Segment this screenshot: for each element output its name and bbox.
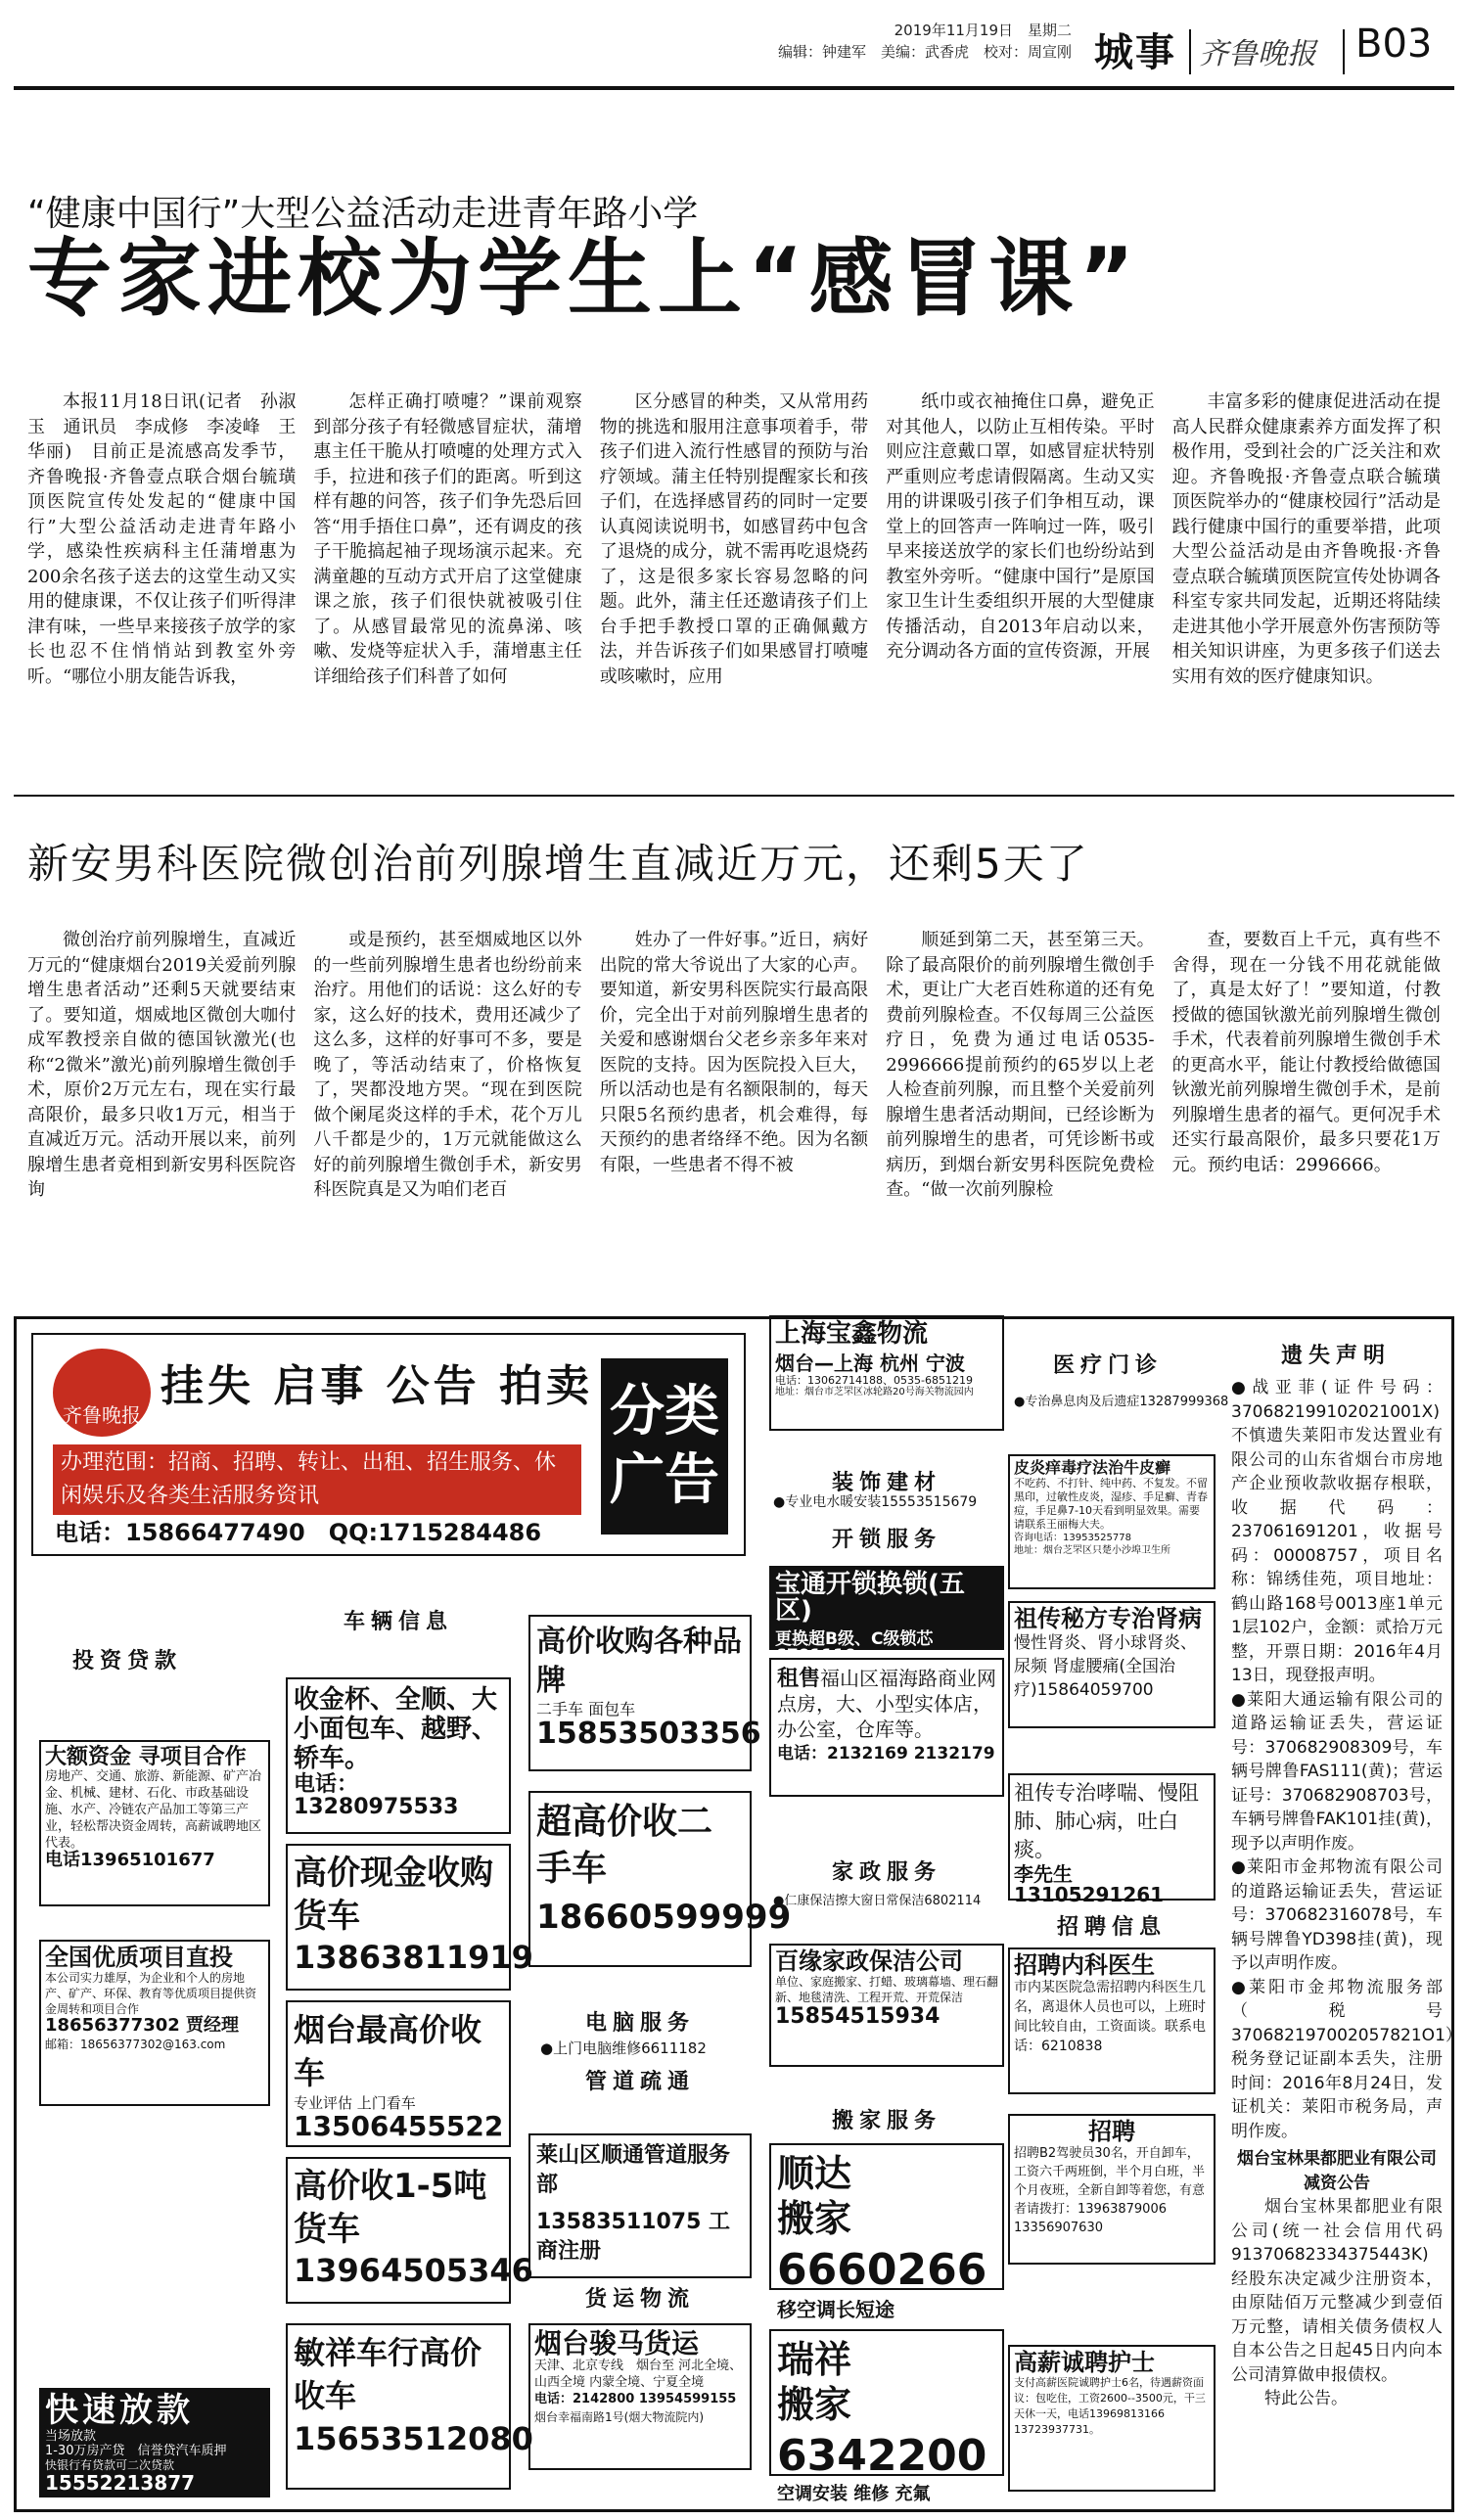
ad-title: 上海宝鑫物流 (775, 1319, 929, 1349)
ad-phone: 13506455522 (294, 2110, 504, 2142)
ad-title: 大额资金 寻项目合作 (45, 1745, 247, 1769)
ad-body: 单位、家庭搬家、打蜡、玻璃幕墙、理石翻新、地毯清洗、工程开荒、开荒保洁 (775, 1975, 999, 2005)
category-unlock: 开锁服务 (831, 1527, 941, 1552)
header-divider (1189, 29, 1191, 74)
paragraph: 丰富多彩的健康促进活动在提高人民群众健康素养方面发挥了积极作用，受到社会的广泛关注和欢迎。齐鲁晚报·齐鲁壹点联合毓璜顶医院举办的“健康校园行”活动是践行健康中国行的重要举措，此项大型公益活动是由齐鲁晚报·齐鲁壹点联合毓璜顶医院宣传处协调各科室专家共同发起，近期还将陆续走进其他小学开展意外伤害预防等相关知识讲座，为更多孩子们送去实用有效的医疗健康知识。 (1171, 391, 1441, 687)
ad-title: 快速放款 (45, 2391, 194, 2430)
ad-job-3 (1008, 2345, 1216, 2492)
category-decor: 装饰建材 (831, 1470, 941, 1495)
banner-title: 挂失 启事 公告 拍卖 (161, 1361, 593, 1411)
article2-col (313, 928, 581, 1246)
ads-banner (31, 1333, 746, 1556)
ad-computer: ●上门电脑维修6611182 (540, 2039, 707, 2057)
category-moving: 搬家服务 (831, 2108, 941, 2133)
header-meta (719, 20, 1072, 63)
ad-phone: 6342200 (777, 2431, 987, 2481)
article2-headline: 新安男科医院微创治前列腺增生直减近万元，还剩5天了 (27, 840, 1089, 888)
ad-route: 烟台—上海 杭州 宁波 (775, 1352, 965, 1376)
paragraph: 区分感冒的种类，又从常用药物的挑选和服用注意事项着手，带孩子们进入流行性感冒的预防与治疗领域。蒲主任特别提醒家长和孩子们，在选择感冒药的同时一定要认真阅读说明书，如感冒药中包含了退烧的成分，就不需再吃退烧药了，这是很多家长容易忽略的问题。此外，蒲主任还邀请孩子们上台手把手教授口罩的正确佩戴方法，并告诉孩子们如果感冒打喷嚏或咳嗽时，应用 (599, 391, 869, 687)
notice-item: ●莱阳市金邦物流服务部（税号370682197002057821O1）税务登记证副本丢失，注册时间：2016年8月24日，发证机关：莱阳市税务局，声明作废。 (1231, 1977, 1462, 2141)
ad-body: 收金杯、全顺、大小面包车、越野、轿车。 (294, 1685, 498, 1773)
ad-sub: 空调安装 维修 充氟 (777, 2484, 931, 2504)
lost-notices (1231, 1376, 1462, 2501)
brand-logo: 齐鲁晚报 (1199, 37, 1316, 71)
ad-title: 超高价收二手车 (536, 1802, 713, 1889)
ad-body: 不吃药、不打针、纯中药、不复发。不留黑印，过敏性皮炎，湿疹、手足癣、青春痘，手足鼻7-10天看到明显效果。需要请联系王丽梅大夫。 (1014, 1476, 1208, 1531)
ad-title: 烟台最高价收车 (294, 2011, 482, 2091)
ad-phone: 6660266 (777, 2245, 987, 2295)
notice-title: 烟台宝林果都肥业有限公司减资公告 (1237, 2149, 1437, 2193)
paragraph: 本报11月18日讯(记者 孙淑玉 通讯员 李成修 李凌峰 王华丽) 目前正是流感高发季节，齐鲁晚报·齐鲁壹点联合烟台毓璜顶医院宣传处发起的“健康中国行”大型公益活动走进青年路小学，感染性疾病科主任蒲增惠为200余名孩子送去的这堂生动又实用的健康课，不仅让孩子们听得津津有味，一些早来接孩子放学的家长也忍不住悄悄站到教室外旁听。“哪位小朋友能告诉我， (27, 391, 297, 687)
ad-rent (769, 1658, 1004, 1797)
header-date: 2019年11月19日 星期二 (894, 22, 1072, 39)
notice-item: ●莱阳大通运输有限公司的道路运输证丢失，营运证号：370682908309号，车辆号牌鲁FAS111(黄)；营运证号：370682908703号，车辆号牌鲁FAK101挂(黄)，现予以声明作废。 (1231, 1689, 1443, 1854)
ad-phone: 18660599999 (536, 1898, 792, 1937)
header-divider (1343, 29, 1345, 74)
ad-address: 烟台幸福南路1号(烟大物流院内) (534, 2410, 704, 2425)
ad-body: 慢性肾炎、肾小球肾炎、尿频 肾虚腰痛(全国治疗)15864059700 (1014, 1633, 1197, 1701)
ad-title: 敏祥车行高价收车 (294, 2334, 482, 2414)
notice-end: 特此公告。 (1264, 2389, 1348, 2408)
ad-medical-4 (1008, 1773, 1216, 1906)
ad-line: 当场放款 (45, 2428, 97, 2444)
category-pipe: 管道疏通 (584, 2069, 695, 2094)
article1-col (313, 389, 581, 752)
ad-phone: 电话：2142800 13954599155 (534, 2392, 737, 2407)
category-logistics: 货运物流 (584, 2286, 695, 2312)
paragraph: 纸巾或衣袖掩住口鼻，避免正对其他人，以防止互相传染。平时则应注意戴口罩，如感冒症状特别严重则应考虑请假隔离。生动又实用的讲课吸引孩子们争相互动，课堂上的回答声一阵响过一阵，吸引早来接送放学的家长们也纷纷站到教室外旁听。“健康中国行”是原国家卫生计生委组织开展的大型健康传播活动，自2013年启动以来，充分调动各方面的宣传资源，开展 (886, 391, 1155, 662)
ad-phone: 18656377302 贾经理 (45, 2015, 240, 2037)
ad-sub: 更换超B级、C级锁芯6701110 (775, 1628, 934, 1667)
ad-title: 顺达搬家 (777, 2152, 852, 2240)
ad-car-3 (286, 2000, 511, 2147)
article1-col (27, 389, 296, 752)
ad-sub: 专业评估 上门看车 (294, 2094, 416, 2112)
ad-body: 福山区福海路商业网点房，大、小型实体店，办公室，仓库等。 (777, 1667, 997, 1741)
ad-body: 本公司实力雄厚，为企业和个人的房地产、矿产、环保、教育等优质项目提供资金周转和项目合作 (45, 1971, 257, 2017)
ad-medical-1: ●专治鼻息肉及后遗症13287999368 (1014, 1395, 1229, 1409)
ad-logistics-1 (528, 2323, 752, 2470)
ad-title: 招聘内科医生 (1014, 1951, 1155, 1979)
category-recruit: 招聘信息 (1056, 1914, 1167, 1940)
article2-col (600, 928, 868, 1246)
paragraph: 微创治疗前列腺增生，直减近万元的“健康烟台2019关爱前列腺增生患者活动”还剩5天就要结束了。要知道，烟威地区微创大咖付成军教授亲自做的德国钬激光(也称“2微米”激光)前列腺增生微创手术，原价2万元左右，现在实行最高限价，最多只收1万元，相当于直减近万元。活动开展以来，前列腺增生患者竟相到新安男科医院咨询 (27, 930, 297, 1200)
ad-housekeeping-2 (769, 1944, 1004, 2067)
ad-body: 市内某医院急需招聘内科医生几名，离退休人员也可以，上班时间比较自由，工资面谈。联系电话：6210838 (1014, 1980, 1206, 2055)
article2-body (27, 928, 1441, 1246)
ad-title: 高价收1-5吨货车 (294, 2167, 487, 2249)
article1-col (1172, 389, 1441, 752)
ad-pipe (528, 2133, 752, 2278)
ad-car-1 (286, 1677, 511, 1834)
ad-phone: 13583511075 工商注册 (536, 2210, 731, 2264)
paragraph: 怎样正确打喷嚏？”课前观察到部分孩子有轻微感冒症状，蒲增惠主任干脆从打喷嚏的处理方式入手，拉进和孩子们的距离。听到这样有趣的问答，孩子们争先恐后回答“用手捂住口鼻”，还有调皮的孩子干脆搞起袖子现场演示起来。充满童趣的互动方式开启了这堂健康课之旅，孩子们很快就被吸引住了。从感冒最常见的流鼻涕、咳嗽、发烧等症状入手，蒲增惠主任详细给孩子们科普了如何 (313, 391, 582, 687)
ad-title: 高薪诚聘护士 (1014, 2349, 1155, 2376)
ad-car-4 (286, 2157, 533, 2304)
ad-address: 地址：烟台芝罘区只楚小沙埠卫生所 (1014, 1544, 1170, 1556)
ad-phone: 15552213877 (45, 2470, 196, 2495)
ad-phone: 13964505346 (294, 2252, 533, 2289)
ad-sub: 移空调长短途 (777, 2298, 895, 2321)
ad-job-2 (1008, 2114, 1216, 2265)
ad-line: 1-30万房产贷 信誉贷汽车质押 (45, 2443, 227, 2458)
top-rule (14, 86, 1454, 90)
ad-title: 百缘家政保洁公司 (775, 1947, 963, 1975)
ad-decor: ●专业电水暖安装15553515679 (773, 1494, 978, 1510)
ad-title: 全国优质项目直投 (45, 1944, 233, 1971)
ad-phone: 13863811919 (294, 1939, 533, 1976)
ad-phone: 李先生13105291261 (1014, 1862, 1165, 1906)
category-invest: 投资贷款 (71, 1648, 182, 1673)
ad-line: 快银行有贷款可二次贷款 (45, 2457, 175, 2472)
ad-car-2 (286, 1844, 533, 1991)
ad-invest-1 (39, 1740, 270, 1906)
ad-email: 邮箱：18656377302@163.com (45, 2038, 226, 2052)
paragraph: 姓办了一件好事。”近日，病好出院的常大爷说出了大家的心声。要知道，新安男科医院实行最高限价，完全出于对前列腺增生患者的关爱和感谢烟台父老乡亲多年来对医院的支持。因为医院投入巨大，所以活动也是有名额限制的，每天只限5名预约患者，机会难得，每天预约的患者络绎不绝。因为名额有限，一些患者不得不被 (599, 930, 869, 1175)
ad-phone: 电话：13280975533 (294, 1772, 459, 1820)
ad-title: 招聘 (1088, 2118, 1135, 2145)
ad-phone: 咨询电话：13953525778 (1014, 1532, 1131, 1543)
ad-title: 皮炎痒毒疗法治牛皮癣 (1014, 1458, 1171, 1477)
ad-body: 房地产、交通、旅游、新能源、矿产冶金、机械、建材、石化、市政基础设施、水产、冷链农产品加工等第三产业，轻松帮决资金周转，高薪诚聘地区代表。 (45, 1769, 262, 1852)
ad-unlock (769, 1566, 1004, 1667)
ad-medical-2 (1008, 1454, 1216, 1589)
category-medical: 医疗门诊 (1052, 1352, 1163, 1378)
ad-phone: 电话：13062714188、0535-6851219 (775, 1374, 973, 1388)
article1-kicker: “健康中国行”大型公益活动走进青年路小学 (27, 194, 699, 234)
category-lost: 遗失声明 (1280, 1343, 1391, 1368)
ad-phone: 15653512080 (294, 2420, 533, 2457)
ad-logistics-2 (769, 1315, 1004, 1431)
ad-title: 祖传秘方专治肾病 (1014, 1605, 1202, 1632)
banner-scope: 办理范围：招商、招聘、转让、出租、招生服务、休闲娱乐及各类生活服务资讯 (53, 1444, 581, 1515)
ad-title: 宝通开锁换锁(五区) (775, 1570, 965, 1627)
notice-item: ●战亚菲(证件号码：370682199102021001X)不慎遗失莱阳市发达置业有限公司的山东省烟台市房地产企业预收款收据存根联，收据代码：237061691201，收据号码：00008757，项目名称：锦绣佳苑，项目地址：鹤山路168号0013座1单元1层102户，金额：贰拾万元整，开票日期：2016年4月13日，现登报声明。 (1231, 1378, 1443, 1685)
ad-title: 莱山区顺通管道服务部 (536, 2143, 731, 2197)
ad-car-5 (286, 2323, 533, 2490)
ad-car-6 (528, 1615, 761, 1771)
fenlei-logo: 分类广告 (601, 1358, 728, 1535)
article2-col (1172, 928, 1441, 1246)
ad-sub: 二手车 面包车 (536, 1700, 636, 1718)
article1-col (886, 389, 1154, 752)
page-number: B03 (1355, 22, 1433, 67)
ad-phone: 15853503356 (536, 1717, 761, 1751)
ad-title: 高价现金收购货车 (294, 1854, 493, 1936)
paragraph: 顺延到第二天，甚至第三天。除了最高限价的前列腺增生微创手术，更让广大老百姓称道的还有免费前列腺检查。不仅每周三公益医疗日，免费为通过电话0535-2996666提前预约的65岁以上老人检查前列腺，而且整个关爱前列腺增生患者活动期间，已经诊断为前列腺增生的患者，可凭诊断书或病历，到烟台新安男科医院免费检查。“做一次前列腺检 (886, 930, 1155, 1200)
ad-body: 招聘B2驾驶员30名，开自卸车，工资六千两班倒，半个月白班，半个月夜班，全新自卸等着您，有意者请拨打：13963879006 13356907630 (1014, 2146, 1206, 2236)
category-computer: 电脑服务 (584, 2010, 695, 2036)
ad-title: 高价收购各种品牌 (536, 1625, 742, 1698)
article2-col (27, 928, 296, 1246)
ad-body: 天津、北京专线 烟台至 河北全境、山西全境 内蒙全境、宁夏全境 (534, 2359, 743, 2391)
ad-phone: 电话：2132169 2132179 (777, 1744, 995, 1764)
ad-title: 烟台骏马货运 (534, 2327, 700, 2360)
notice-item: ●莱阳市金邦物流有限公司的道路运输证丢失，营运证号：370682316078号，车辆号牌鲁YD398挂(黄)，现予以声明作废。 (1231, 1857, 1443, 1973)
paragraph: 或是预约，甚至烟威地区以外的一些前列腺增生患者也纷纷前来治疗。用他们的话说：这么好的专家，这么好的技术，费用还减少了这么多，这样的好事可不多，要是晚了，等活动结束了，价格恢复了，哭都没地方哭。“现在到医院做个阑尾炎这样的手术，花个万儿八千都是少的，1万元就能做这么好的前列腺增生微创手术，新安男科医院真是又为咱们老百 (313, 930, 582, 1200)
ad-medical-3 (1008, 1601, 1216, 1728)
notice-body: 烟台宝林果都肥业有限公司(统一社会信用代码913706823343754​43K)经股东决定减少注册资本，由原陆佰万元整减少到壹佰万元整，请相关债务债权人自本公告之日起45日内向本公司清算做申报债权。 (1231, 2197, 1443, 2385)
ad-title: 瑞祥搬家 (777, 2338, 852, 2426)
ad-title: 祖传专治哮喘、慢阻肺、肺心病，吐白痰。 (1014, 1781, 1199, 1861)
newspaper-logo: 齐鲁晚报 (53, 1349, 151, 1437)
ad-invest-2 (39, 1940, 270, 2106)
ad-address: 地址：烟台市芝罘区冰轮路20号海关物流园内 (775, 1387, 974, 1398)
ad-phone: 15854515934 (775, 2004, 940, 2030)
ad-moving-2 (769, 2329, 1004, 2504)
ad-job-1 (1008, 1947, 1216, 2094)
ad-housekeeping-1: ●仁康保洁擦大窗日常保洁6802114 (773, 1894, 982, 1908)
banner-phone: 电话：15866477490 QQ:1715284486 (55, 1519, 542, 1546)
ad-loan (39, 2388, 270, 2497)
category-vehicle: 车辆信息 (343, 1609, 453, 1634)
article1-headline: 专家进校为学生上“感冒课” (27, 230, 1141, 328)
paragraph: 查，要数百上千元，真有些不舍得，现在一分钱不用花就能做了，真是太好了！”要知道，付教授做的德国钬激光前列腺增生微创手术，代表着前列腺增生微创手术的更高水平，能让付教授给做德国钬激光前列腺增生微创手术，是前列腺增生患者的福气。更何况手术还实行最高限价，最多只要花1万元。预约电话：2996666。 (1171, 930, 1441, 1175)
ad-car-7 (528, 1791, 792, 1967)
ad-moving-1 (769, 2143, 1004, 2321)
section-rule (14, 795, 1454, 797)
article1-body (27, 389, 1441, 752)
article1-col (600, 389, 868, 752)
ad-phone: 电话13965101677 (45, 1850, 215, 1871)
ad-body: 支付高薪医院诚聘护士6名，待遇薪资面议：包吃住，工资2600--3500元，干三天休一天，电话13969813166 13723937731。 (1014, 2376, 1206, 2437)
header-editors: 编辑：钟建军 美编：武香虎 校对：周宣刚 (777, 43, 1072, 61)
article2-col (886, 928, 1154, 1246)
ad-title: 租售 (777, 1667, 821, 1691)
section-title: 城事 (1094, 30, 1176, 75)
category-housekeeping: 家政服务 (831, 1859, 941, 1885)
